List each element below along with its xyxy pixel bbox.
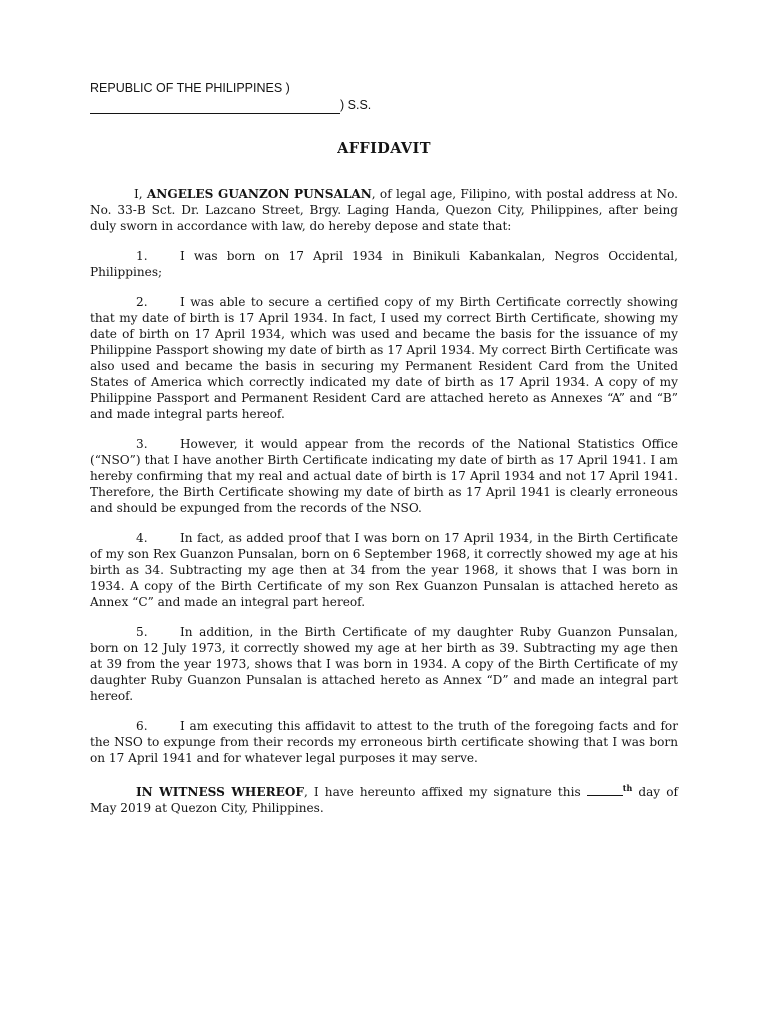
date-suffix: th	[622, 783, 633, 793]
paragraph-text: However, it would appear from the records of the National Statistics Office (“NSO”) that I have another Birth Certificate indicating my date of birth as 17 April 1941. I am hereby confirming that my real and actual date of birth is 17 April 1934 and not 17 April 1941. Therefore, the Birth Certificate showing my date of birth as 17 April 1941 is clearly erroneous and should be expunged from the records of the NSO.	[90, 437, 678, 515]
paragraph-number: 6.	[136, 719, 148, 733]
affiant-name: ANGELES GUANZON PUNSALAN	[146, 187, 372, 201]
venue-blank-line	[90, 100, 340, 114]
paragraph-3	[90, 436, 678, 516]
witness-text: , I have hereunto affixed my signature this	[303, 785, 587, 800]
paragraph-6	[90, 718, 678, 766]
venue-block	[90, 80, 410, 114]
intro-paragraph	[90, 186, 678, 234]
witness-lead: IN WITNESS WHEREOF	[136, 785, 304, 800]
venue-ss-line	[90, 97, 410, 114]
paragraph-text: In addition, in the Birth Certificate of my daughter Ruby Guanzon Punsalan, born on 12 July 1973, it correctly showed my age at her birth as 39. Subtracting my age then at 39 from the year 1973, shows that I was born in 1934. A copy of the Birth Certificate of my daughter Ruby Guanzon Punsalan is attached hereto as Annex “D” and made an integral part hereof.	[90, 625, 678, 703]
paragraph-number: 4.	[136, 531, 148, 545]
paragraph-text: I am executing this affidavit to attest to the truth of the foregoing facts and for the NSO to expunge from their records my erroneous birth certificate showing that I was born on 17 April 1941 and for whatever legal purposes it may serve.	[90, 719, 678, 765]
paragraph-text: I was able to secure a certified copy of my Birth Certificate correctly showing that my date of birth is 17 April 1934. In fact, I used my correct Birth Certificate, showing my date of birth on 17 April 1934, which was used and became the basis for the issuance of my Philippine Passport showing my date of birth as 17 April 1934. My correct Birth Certificate was also used and became the basis in securing my Permanent Resident Card from the United States of America which correctly indicated my date of birth as 17 April 1934. A copy of my Philippine Passport and Permanent Resident Card are attached hereto as Annexes “A” and “B” and made integral parts hereof.	[90, 295, 678, 421]
paragraph-number: 3.	[136, 437, 148, 451]
paragraph-number: 2.	[136, 295, 148, 309]
intro-text: , of legal age, Filipino, with postal address at No. No. 33-B Sct. Dr. Lazcano Street, Brgy. Laging Handa, Quezon City, Philippines, after being duly sworn in accordance with law, do hereby depose and state that:	[90, 187, 678, 233]
date-blank-line	[587, 784, 623, 796]
venue-republic: REPUBLIC OF THE PHILIPPINES )	[90, 81, 290, 95]
witness-text-end: day of May 2019 at Quezon City, Philippines.	[90, 785, 678, 816]
document-title: AFFIDAVIT	[337, 140, 431, 157]
paragraph-5	[90, 624, 678, 704]
paragraph-number: 1.	[136, 249, 148, 263]
document-body	[90, 186, 678, 830]
paragraph-text: In fact, as added proof that I was born on 17 April 1934, in the Birth Certificate of my son Rex Guanzon Punsalan, born on 6 September 1968, it correctly showed my age at his birth as 34. Subtracting my age then at 34 from the year 1968, it shows that I was born in 1934. A copy of the Birth Certificate of my son Rex Guanzon Punsalan is attached hereto as Annex “C” and made an integral part hereof.	[90, 531, 678, 609]
paragraph-text: I was born on 17 April 1934 in Binikuli Kabankalan, Negros Occidental, Philippines;	[90, 249, 678, 279]
witness-paragraph	[90, 780, 678, 816]
intro-pre: I,	[134, 187, 147, 201]
paragraph-1	[90, 248, 678, 280]
paragraph-number: 5.	[136, 625, 148, 639]
venue-ss: ) S.S.	[340, 98, 372, 112]
paragraph-2	[90, 294, 678, 422]
paragraph-4	[90, 530, 678, 610]
